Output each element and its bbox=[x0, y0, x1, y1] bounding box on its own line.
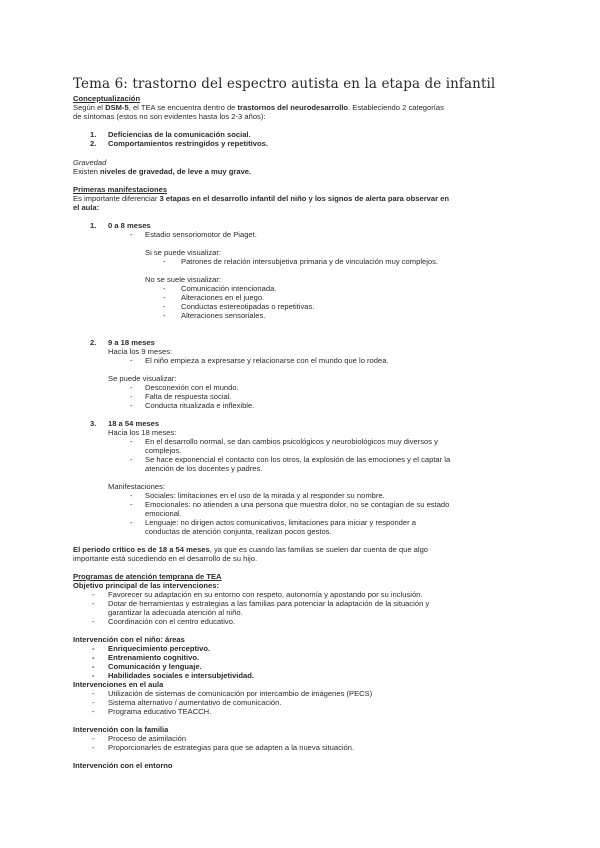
list-item: Falta de respuesta social. bbox=[145, 392, 232, 401]
list-item: Alteraciones en el juego. bbox=[181, 293, 265, 302]
list-item: Lenguaje: no dirigen actos comunicativos, limitaciones para iniciar y responder a bbox=[145, 518, 416, 527]
list-item: Comunicación intencionada. bbox=[181, 284, 277, 293]
subheading-familia: Intervención con la familia bbox=[73, 725, 169, 734]
subheading-nino: Intervención con el niño: áreas bbox=[73, 635, 185, 644]
bullet-dash: - bbox=[92, 743, 95, 752]
list-item: Habilidades sociales e intersubjetividad. bbox=[108, 671, 255, 680]
bullet-dash: - bbox=[130, 392, 133, 401]
bullet-dash: - bbox=[163, 302, 166, 311]
bullet-dash: - bbox=[92, 617, 95, 626]
list-item-cont: conductas de atención conjunta, realizan pocos gestos. bbox=[145, 527, 332, 536]
sublabel: Se puede visualizar: bbox=[108, 374, 177, 383]
sublabel: Si se puede visualizar: bbox=[145, 248, 221, 257]
list-item: Comunicación y lenguaje. bbox=[108, 662, 202, 671]
list-item-cont: complejos. bbox=[145, 446, 182, 455]
bullet-dash: - bbox=[163, 311, 166, 320]
list-item: Favorecer su adaptación en su entorno con respeto, autonomía y apostando por su inclusión. bbox=[108, 590, 423, 599]
list-item: Coordinación con el centro educativo. bbox=[108, 617, 236, 626]
list-number: 2. bbox=[90, 139, 97, 148]
bullet-dash: - bbox=[130, 356, 133, 365]
section-heading-conceptualizacion: Conceptualización bbox=[73, 94, 141, 103]
list-item: Conducta ritualizada e inflexible. bbox=[145, 401, 255, 410]
list-item: Proceso de asimilación bbox=[108, 734, 187, 743]
bullet-dash: - bbox=[92, 590, 95, 599]
bullet-dash: - bbox=[92, 644, 95, 653]
bullet-dash: - bbox=[163, 293, 166, 302]
paragraph-periodo-critico-cont: importante está sucediendo en el desarrollo de su hijo. bbox=[73, 554, 258, 563]
bullet-dash: - bbox=[130, 500, 133, 509]
page-title: Tema 6: trastorno del espectro autista en la etapa de infantil bbox=[73, 76, 496, 92]
bullet-dash: - bbox=[92, 707, 95, 716]
list-item-cont: emocional. bbox=[145, 509, 182, 518]
bullet-dash: - bbox=[163, 284, 166, 293]
list-item: Desconexión con el mundo. bbox=[145, 383, 239, 392]
paragraph-etapas: Es importante diferenciar 3 etapas en el desarrollo infantil del niño y los signos de alerta para observar en bbox=[73, 194, 450, 203]
bullet-dash: - bbox=[163, 257, 166, 266]
list-number: 3. bbox=[90, 419, 97, 428]
list-number: 1. bbox=[90, 130, 97, 139]
bullet-dash: - bbox=[130, 383, 133, 392]
bullet-dash: - bbox=[130, 491, 133, 500]
sublabel: Hacia los 9 meses: bbox=[108, 347, 173, 356]
bullet-dash: - bbox=[130, 455, 133, 464]
list-item: Programa educativo TEACCH. bbox=[108, 707, 212, 716]
paragraph-dsm: Según el DSM-5, el TEA se encuentra dentro de trastornos del neurodesarrollo. Estableciendo 2 categorías bbox=[73, 103, 444, 112]
bullet-dash: - bbox=[92, 698, 95, 707]
bullet-dash: - bbox=[130, 437, 133, 446]
bullet-dash: - bbox=[130, 230, 133, 239]
bullet-dash: - bbox=[92, 653, 95, 662]
list-item: Estadio sensoriomotor de Piaget. bbox=[145, 230, 257, 239]
subheading-entorno: Intervención con el entorno bbox=[73, 761, 173, 770]
section-heading-primeras: Primeras manifestaciones bbox=[73, 185, 168, 194]
subheading-objetivo: Objetivo principal de las intervenciones: bbox=[73, 581, 220, 590]
list-item-cont: garantizar la adecuada atención al niño. bbox=[108, 608, 243, 617]
list-number: 2. bbox=[90, 338, 97, 347]
list-item: Patrones de relación intersubjetiva primaria y de vinculación muy complejos. bbox=[181, 257, 439, 266]
list-item-cont: atención de los docentes y padres. bbox=[145, 464, 263, 473]
stage-title: 9 a 18 meses bbox=[108, 338, 155, 347]
list-item: Proporcionarles de estrategias para que se adapten a la nueva situación. bbox=[108, 743, 355, 752]
list-item: Enriquecimiento perceptivo. bbox=[108, 644, 211, 653]
list-number: 1. bbox=[90, 221, 97, 230]
sublabel: No se suele visualizar: bbox=[145, 275, 221, 284]
sublabel: Hacia los 18 meses: bbox=[108, 428, 177, 437]
list-item: Utilización de sistemas de comunicación por intercambio de imágenes (PECS) bbox=[108, 689, 373, 698]
list-item: Se hace exponencial el contacto con los otros, la explosión de las emociones y el captar la bbox=[145, 455, 451, 464]
stage-title: 18 a 54 meses bbox=[108, 419, 160, 428]
list-item: Dotar de herramientas y estrategias a las familias para potenciar la adaptación de la situación y bbox=[108, 599, 430, 608]
section-heading-programas: Programas de atención temprana de TEA bbox=[73, 572, 222, 581]
paragraph-dsm-cont: de síntomas (estos no son evidentes hasta los 2-3 años): bbox=[73, 112, 266, 121]
subheading-aula: Intervenciones en el aula bbox=[73, 680, 164, 689]
list-item: En el desarrollo normal, se dan cambios psicológicos y neurobiológicos muy diversos y bbox=[145, 437, 438, 446]
list-item: Emocionales: no atienden a una persona que muestra dolor, no se contagian de su estado bbox=[145, 500, 450, 509]
list-item: Entrenamiento cognitivo. bbox=[108, 653, 200, 662]
list-item: Alteraciones sensoriales. bbox=[181, 311, 266, 320]
paragraph-gravedad: Existen niveles de gravedad, de leve a muy grave. bbox=[73, 167, 252, 176]
list-item: Comportamientos restringidos y repetitivos. bbox=[108, 139, 268, 148]
list-item: Deficiencias de la comunicación social. bbox=[108, 130, 251, 139]
list-item: Sistema alternativo / aumentativo de comunicación. bbox=[108, 698, 282, 707]
stage-title: 0 a 8 meses bbox=[108, 221, 151, 230]
list-item: Conductas estereotipadas o repetitivas. bbox=[181, 302, 315, 311]
paragraph-periodo-critico: El periodo crítico es de 18 a 54 meses, ya que es cuando las familias se suelen dar cuenta de que algo bbox=[73, 545, 429, 554]
bullet-dash: - bbox=[92, 689, 95, 698]
list-item: El niño empieza a expresarse y relacionarse con el mundo que lo rodea. bbox=[145, 356, 389, 365]
bullet-dash: - bbox=[92, 662, 95, 671]
bullet-dash: - bbox=[130, 401, 133, 410]
bullet-dash: - bbox=[130, 518, 133, 527]
subheading-gravedad: Gravedad bbox=[73, 158, 107, 167]
bullet-dash: - bbox=[92, 734, 95, 743]
bullet-dash: - bbox=[92, 671, 95, 680]
list-item: Sociales: limitaciones en el uso de la mirada y al responder su nombre. bbox=[145, 491, 385, 500]
bullet-dash: - bbox=[92, 599, 95, 608]
sublabel: Manifestaciones: bbox=[108, 482, 165, 491]
paragraph-etapas-cont: el aula: bbox=[73, 203, 100, 212]
